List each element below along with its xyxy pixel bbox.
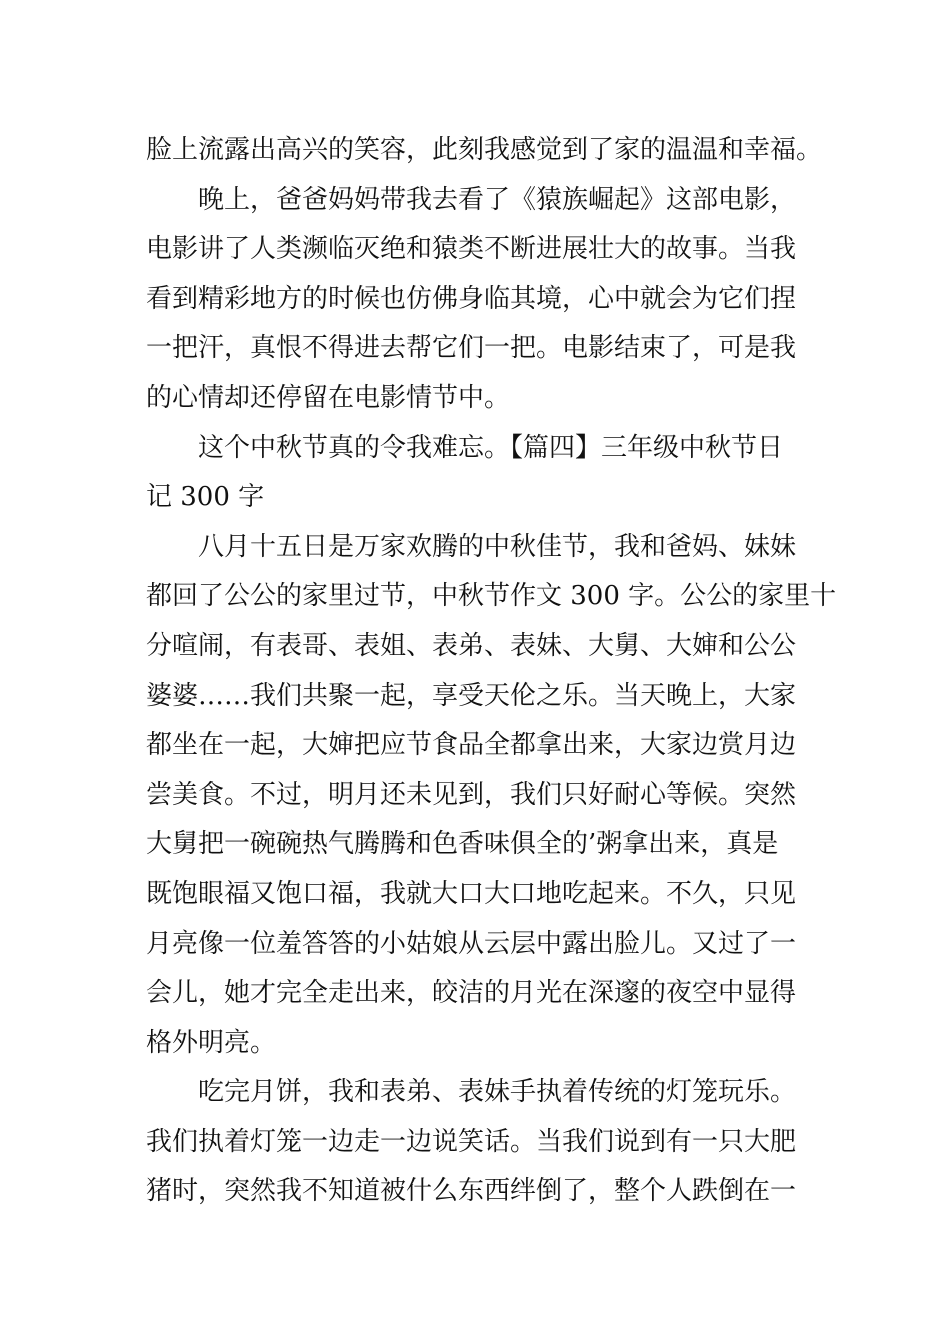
- text-line: 猪时，突然我不知道被什么东西绊倒了，整个人跌倒在一: [146, 1176, 797, 1207]
- text-line: 会儿，她才完全走出来，皎洁的月光在深邃的夜空中显得: [146, 978, 797, 1009]
- text-line: 大舅把一碗碗热气腾腾和色香味俱全的’粥拿出来，真是: [146, 829, 779, 860]
- text-line: 尝美食。不过，明月还未见到，我们只好耐心等候。突然: [146, 779, 797, 810]
- text-line: 既饱眼福又饱口福，我就大口大口地吃起来。不久，只见: [146, 878, 797, 909]
- text-line: 都坐在一起，大婶把应节食品全都拿出来，大家边赏月边: [146, 730, 797, 761]
- text-line: 都回了公公的家里过节，中秋节作文 300 字。公公的家里十: [146, 581, 837, 612]
- paragraph-start-line: 八月十五日是万家欢腾的中秋佳节，我和爸妈、妹妹: [198, 531, 797, 562]
- paragraph-start-line: 这个中秋节真的令我难忘。【篇四】三年级中秋节日: [198, 432, 784, 463]
- text-line: 电影讲了人类濒临灭绝和猿类不断进展壮大的故事。当我: [146, 234, 797, 265]
- paragraph-start-line: 吃完月饼，我和表弟、表妹手执着传统的灯笼玩乐。: [198, 1077, 797, 1108]
- text-line: 看到精彩地方的时候也仿佛身临其境，心中就会为它们捏: [146, 283, 797, 314]
- text-line: 婆婆……我们共聚一起，享受天伦之乐。当天晚上，大家: [146, 680, 797, 711]
- text-line: 一把汗，真恨不得进去帮它们一把。电影结束了，可是我: [146, 333, 797, 364]
- document-body: [146, 126, 837, 1217]
- text-line: 脸上流露出高兴的笑容，此刻我感觉到了家的温温和幸福。: [146, 135, 823, 165]
- text-line: 记 300 字: [146, 482, 265, 513]
- text-line: 我们执着灯笼一边走一边说笑话。当我们说到有一只大肥: [146, 1126, 797, 1157]
- paragraph-start-line: 晚上，爸爸妈妈带我去看了《猿族崛起》这部电影，: [198, 184, 797, 215]
- text-line: 月亮像一位羞答答的小姑娘从云层中露出脸儿。又过了一: [146, 928, 797, 959]
- text-line: 的心情却还停留在电影情节中。: [146, 382, 511, 413]
- text-line: 格外明亮。: [146, 1027, 277, 1058]
- text-line: 分喧闹，有表哥、表姐、表弟、表妹、大舅、大婶和公公: [146, 630, 797, 661]
